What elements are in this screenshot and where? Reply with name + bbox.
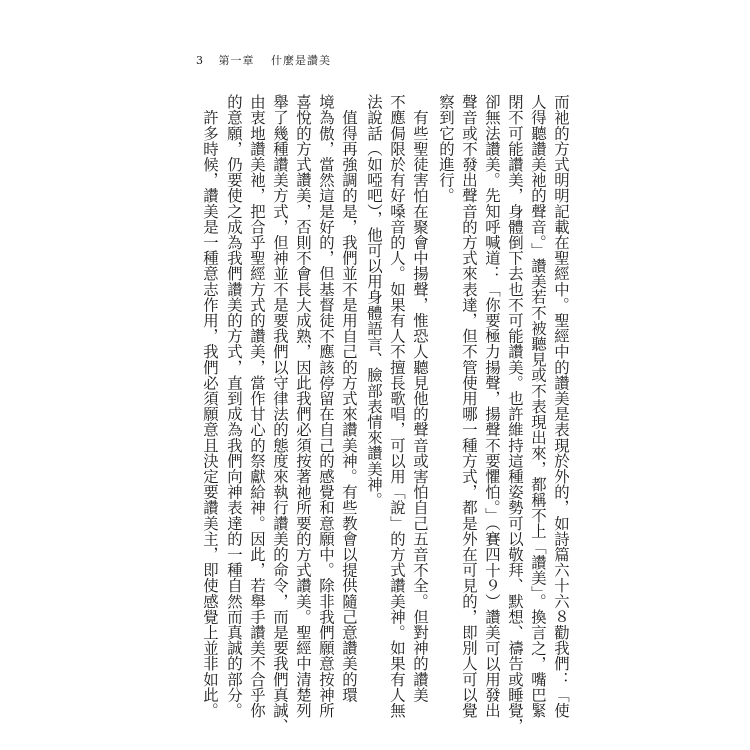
text-column: 有些聖徒害怕在聚會中揚聲，惟恐人聽見他的聲音或害怕自己五音不全。但對神的讚美 — [411, 94, 429, 703]
text-column: 不應侷限於有好嗓音的人。如果有人不擅長歌唱，可以用「說」的方式讚美神。如果有人無 — [388, 94, 406, 718]
text-column: 人得聽讚美祂的聲音。」讚美若不被聽見或不表現出來，都稱不上「讚美」。換言之，嘴巴緊 — [529, 94, 547, 719]
text-column: 察到它的進行。 — [437, 94, 455, 204]
text-column: 由衷地讚美祂，把合乎聖經方式的讚美，當作甘心的祭獻給神。因此，若舉手讚美不合乎你 — [248, 94, 266, 718]
text-column: 聲音或不發出聲音的方式來表達，但不管使用哪一種方式，都是外在可見的，即別人可以覺 — [460, 94, 478, 718]
chapter-label: 第一章 — [218, 54, 255, 67]
text-column: 境為傲，當然這是好的，但基督徒不應該停留在自己的感覺和意願中。除非我們願意按神所 — [317, 94, 335, 718]
text-column: 法說話（如啞吧），他可以用身體語言、臉部表情來讚美神。 — [365, 94, 383, 508]
text-column: 閉不可能讚美，身體倒下去也不可能讚美。也許維持這種姿勢可以敬拜、默想、禱告或睡覺， — [506, 94, 524, 734]
text-column: 許多時候，讚美是一種意志作用，我們必須願意且決定要讚美主，即使感覺上並非如此。 — [201, 94, 219, 718]
text-column: 喜悅的方式讚美，否則不會長大成熟，因此我們必須按著祂所要的方式讚美。聖經中清楚列 — [294, 94, 312, 718]
running-header — [196, 52, 331, 68]
text-column: 卻無法讚美。先知呼喊道：「你要極力揚聲，揚聲不要懼怕。」（賽四十９）讚美可以用發出 — [483, 94, 501, 719]
chapter-title: 什麼是讚美 — [271, 54, 331, 67]
text-column: 的意願，仍要使之成為我們讚美的方式，直到成為我們向神表達的一種自然而真誠的部分。 — [225, 94, 243, 718]
text-column: 值得再強調的是，我們並不是用自己的方式來讚美神。有些教會以提供隨己意讚美的環 — [340, 94, 358, 703]
page-number: 3 — [196, 54, 204, 67]
text-column: 舉了幾種讚美方式，但神並不是要我們以守律法的態度來執行讚美的命令，而是要我們真誠、 — [271, 94, 289, 734]
text-column: 而祂的方式明明記載在聖經中。聖經中的讚美是表現於外的，如詩篇六十六８勸我們：「使 — [552, 94, 570, 718]
